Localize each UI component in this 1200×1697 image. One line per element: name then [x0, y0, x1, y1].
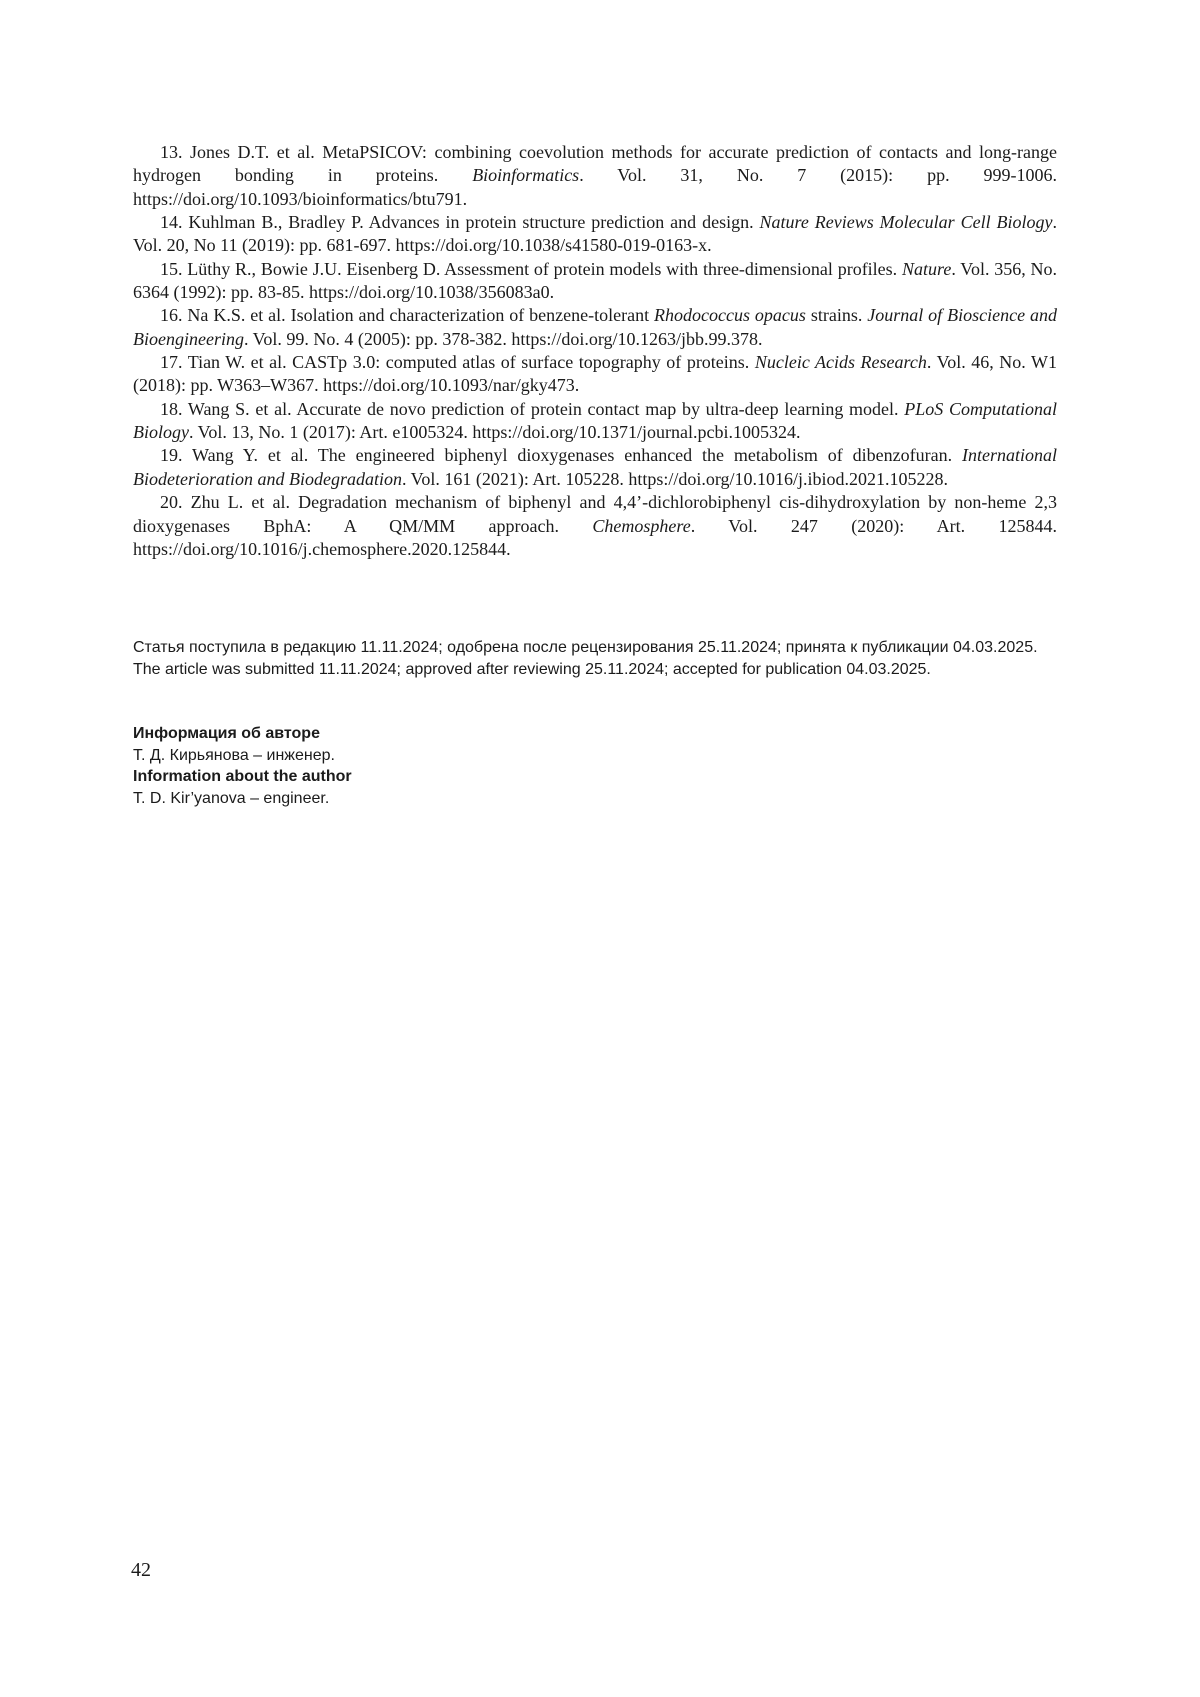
- reference-text: 15. Lüthy R., Bowie J.U. Eisenberg D. Assessment of protein models with three-dimensional profiles.: [160, 258, 902, 279]
- reference-text: strains.: [805, 305, 868, 326]
- author-heading-ru: Информация об авторе: [133, 725, 320, 742]
- author-name-en: T. D. Kir’yanova – engineer.: [133, 790, 330, 808]
- reference-item: [133, 444, 1057, 491]
- reference-item: [133, 304, 1057, 351]
- reference-item: [133, 398, 1057, 445]
- reference-item: [133, 351, 1057, 398]
- reference-text: . Vol. 13, No. 1 (2017): Art. e1005324. https://doi.org/10.1371/journal.pcbi.1005324.: [189, 422, 801, 443]
- submission-info: [133, 637, 1057, 680]
- reference-journal-title: Bioinformatics: [472, 165, 580, 186]
- submission-dates-en: The article was submitted 11.11.2024; approved after reviewing 25.11.2024; accepted for publication 04.03.2025.: [133, 660, 931, 678]
- reference-text: 17. Tian W. et al. CASTp 3.0: computed atlas of surface topography of proteins.: [160, 352, 755, 373]
- reference-item: [133, 258, 1057, 305]
- reference-item: [133, 141, 1057, 211]
- reference-journal-title: Nucleic Acids Research: [754, 352, 927, 373]
- submission-dates-ru: Статья поступила в редакцию 11.11.2024; одобрена после рецензирования 25.11.2024; принята к публикации 04.03.2025.: [133, 639, 1038, 656]
- reference-text: . Vol. 247 (2020): Art. 125844. https://doi.org/10.1016/j.chemosphere.2020.125844.: [133, 515, 1057, 559]
- reference-text: . Vol. 31, No. 7 (2015): pp. 999-1006. https://doi.org/10.1093/bioinformatics/btu791.: [133, 165, 1057, 209]
- author-info: [133, 723, 1057, 810]
- reference-text: 16. Na K.S. et al. Isolation and characterization of benzene-tolerant: [160, 305, 655, 326]
- reference-journal-title: Rhodococcus opacus: [654, 305, 806, 326]
- page-number: 42: [131, 1559, 151, 1581]
- reference-text: 20. Zhu L. et al. Degradation mechanism of biphenyl and 4,4’-dichlorobiphenyl cis-dihydroxylation by non-heme 2,3 dioxygenases BphA: A QM/MM approach.: [133, 492, 1057, 536]
- reference-text: . Vol. 20, No 11 (2019): pp. 681-697. https://doi.org/10.1038/s41580-019-0163-x.: [133, 212, 1057, 256]
- reference-text: 18. Wang S. et al. Accurate de novo prediction of protein contact map by ultra-deep learning model.: [160, 398, 905, 419]
- reference-item: [133, 211, 1057, 258]
- reference-item: [133, 491, 1057, 561]
- author-heading-en: Information about the author: [133, 768, 352, 786]
- reference-journal-title: Nature: [901, 258, 952, 279]
- reference-text: 13. Jones D.T. et al. MetaPSICOV: combining coevolution methods for accurate prediction of contacts and long-range hydrogen bonding in proteins.: [133, 142, 1057, 186]
- reference-text: . Vol. 99. No. 4 (2005): pp. 378-382. https://doi.org/10.1263/jbb.99.378.: [243, 328, 763, 349]
- reference-text: 14. Kuhlman B., Bradley P. Advances in protein structure prediction and design.: [160, 212, 760, 233]
- reference-text: . Vol. 161 (2021): Art. 105228. https://doi.org/10.1016/j.ibiod.2021.105228.: [401, 468, 949, 489]
- reference-text: . Vol. 46, No. W1 (2018): pp. W363–W367. https://doi.org/10.1093/nar/gky473.: [133, 352, 1057, 396]
- reference-text: 19. Wang Y. et al. The engineered biphenyl dioxygenases enhanced the metabolism of dibenzofuran.: [160, 445, 962, 466]
- reference-journal-title: Chemosphere: [592, 515, 691, 536]
- author-name-ru: Т. Д. Кирьянова – инженер.: [133, 746, 335, 764]
- reference-journal-title: Nature Reviews Molecular Cell Biology: [759, 212, 1053, 233]
- reference-journal-title: PLoS Computational Biology: [133, 398, 1058, 443]
- reference-journal-title: International Biodeterioration and Biodegradation: [133, 445, 1057, 489]
- reference-text: . Vol. 356, No. 6364 (1992): pp. 83-85. https://doi.org/10.1038/356083a0.: [133, 258, 1057, 303]
- reference-journal-title: Journal of Bioscience and Bioengineering: [133, 305, 1057, 349]
- references-list: [133, 141, 1057, 561]
